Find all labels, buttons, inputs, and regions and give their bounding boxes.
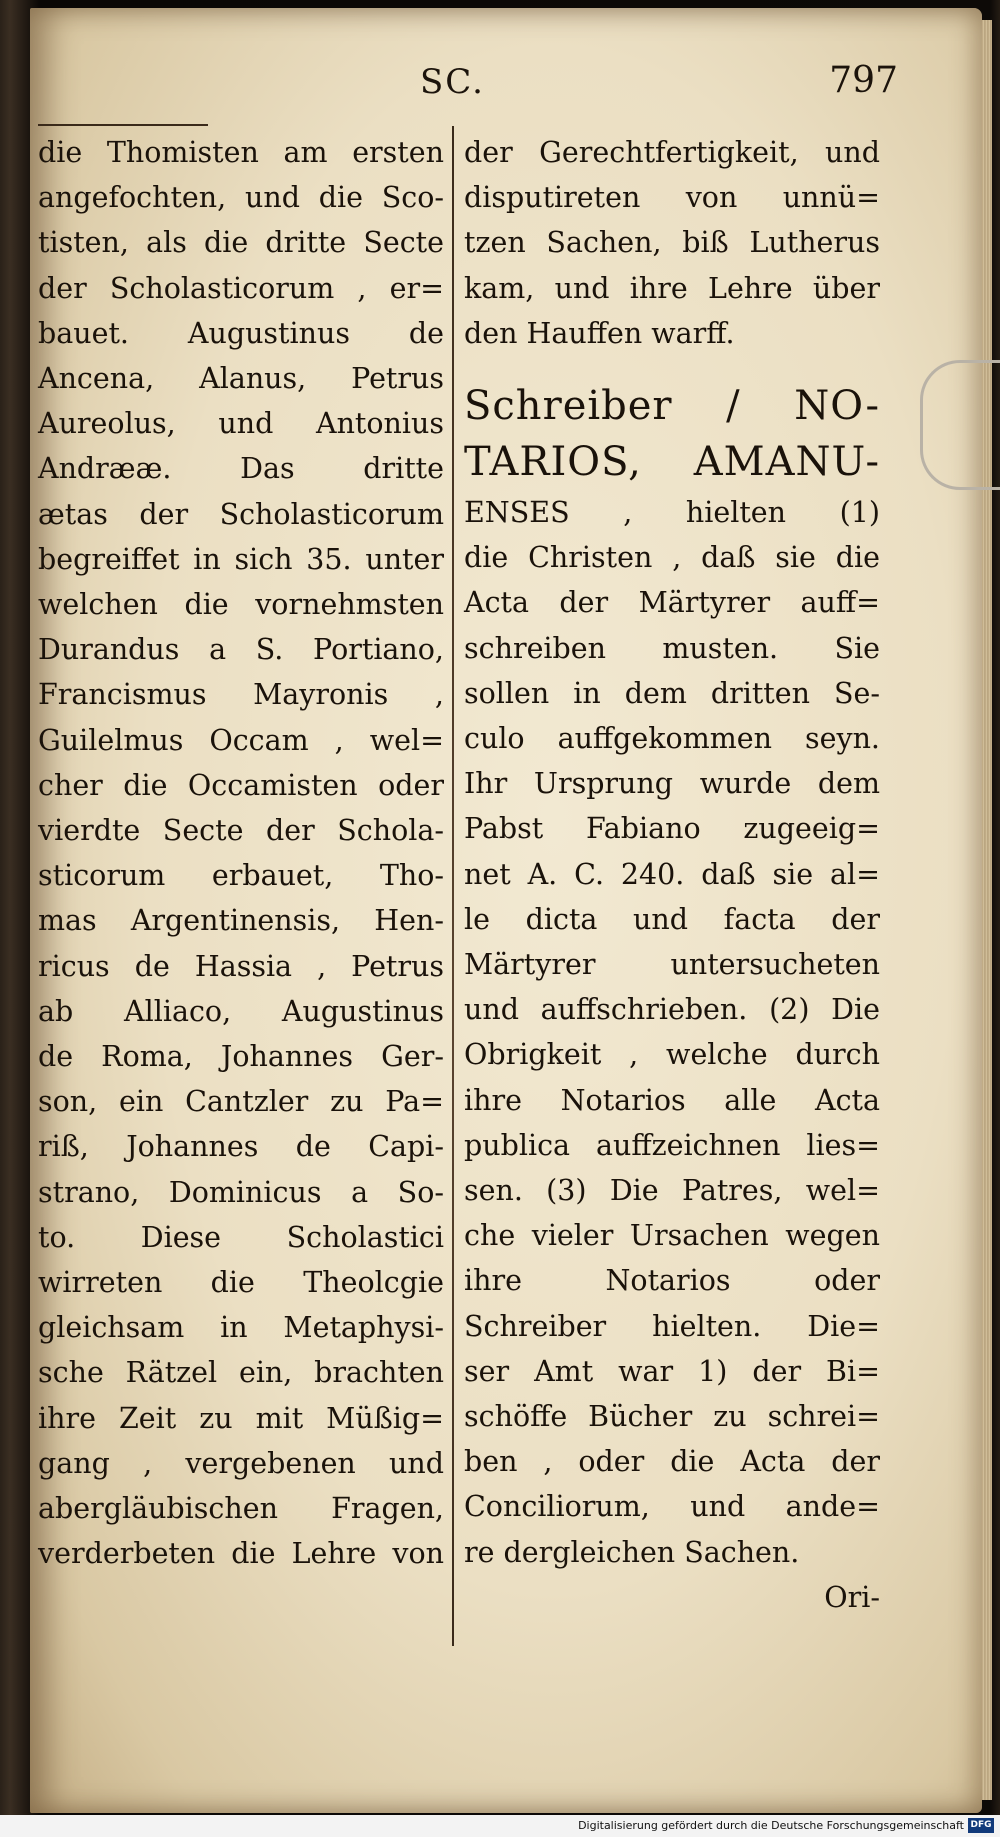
text-line: welchen die vornehmsten [38,588,444,622]
text-line: angefochten, und die Sco- [38,181,444,215]
text-line: kam, und ihre Lehre über [464,271,880,305]
entry-heading: TARIOS, AMANU- [464,439,880,486]
entry-heading: Schreiber / NO- [464,383,880,430]
header-rule [38,124,208,126]
text-line: Pabst Fabiano zugeeig= [464,812,880,846]
text-line: Guilelmus Occam , wel= [38,723,444,757]
running-head: SC. [420,62,485,102]
text-line: wirreten die Theolcgie [38,1266,444,1300]
dfg-logo: DFG [968,1818,994,1833]
column-divider [452,126,454,1646]
text-line: gleichsam in Metaphysi- [38,1311,444,1345]
text-line: net A. C. 240. daß sie al= [464,857,880,891]
text-line: und auffschrieben. (2) Die [464,993,880,1027]
text-line: riß, Johannes de Capi- [38,1130,444,1164]
text-line: vierdte Secte der Schola- [38,814,444,848]
text-line: verderbeten die Lehre von [38,1537,444,1571]
text-line: re dergleichen Sachen. [464,1535,800,1569]
text-line: ab Alliaco, Augustinus [38,994,444,1028]
text-line: de Roma, Johannes Ger- [38,1040,444,1074]
text-line: Conciliorum, und ande= [464,1490,880,1524]
text-line: culo auffgekommen seyn. [464,722,880,756]
text-line: publica auffzeichnen lies= [464,1128,880,1162]
text-line: den Hauffen warff. [464,316,735,350]
text-line: Aureolus, und Antonius [38,407,444,441]
text-line: strano, Dominicus a So- [38,1175,444,1209]
text-line: Francismus Mayronis , [38,678,444,712]
text-line: ætas der Scholasticorum [38,497,444,531]
text-line: sche Rätzel ein, brachten [38,1356,444,1390]
text-line: ben , oder die Acta der [464,1445,880,1479]
text-line: sen. (3) Die Patres, wel= [464,1174,880,1208]
text-line: der Scholasticorum , er= [38,271,444,305]
catchword: Ori- [824,1580,880,1614]
text-line: sticorum erbauet, Tho- [38,859,444,893]
page-number: 797 [829,60,898,101]
text-line: Durandus a S. Portiano, [38,633,444,667]
digitization-footer [0,1815,1000,1837]
text-line: Acta der Märtyrer auff= [464,586,880,620]
text-line: Märtyrer untersucheten [464,948,880,982]
text-line: schreiben musten. Sie [464,631,880,665]
text-line: tisten, als die dritte Secte [38,226,444,260]
text-line: bauet. Augustinus de [38,316,444,350]
text-line: disputireten von unnü= [464,181,880,215]
left-column [38,130,444,1577]
text-line: mas Argentinensis, Hen- [38,904,444,938]
text-line: schöffe Bücher zu schrei= [464,1400,880,1434]
page-edge [982,20,992,1800]
text-line: ricus de Hassia , Petrus [38,949,444,983]
text-line: Andrææ. Das dritte [38,452,444,486]
right-column [464,130,880,1620]
text-line: begreiffet in sich 35. unter [38,542,444,576]
text-line: Ihr Ursprung wurde dem [464,767,880,801]
text-line: cher die Occamisten oder [38,768,444,802]
text-line: gang , vergebenen und [38,1446,444,1480]
text-line: sollen in dem dritten Se- [464,676,880,710]
text-line: son, ein Cantzler zu Pa= [38,1085,444,1119]
text-line: ENSES , hielten (1) [464,496,880,530]
text-line: ser Amt war 1) der Bi= [464,1354,880,1388]
text-line: ihre Zeit zu mit Müßig= [38,1401,444,1435]
text-line: ihre Notarios oder [464,1264,880,1298]
text-line: to. Diese Scholastici [38,1220,444,1254]
text-line: le dicta und facta der [464,902,880,936]
text-line: tzen Sachen, biß Lutherus [464,226,880,260]
text-line: che vieler Ursachen wegen [464,1219,880,1253]
text-line: abergläubischen Fragen, [38,1492,444,1526]
text-line: der Gerechtfertigkeit, und [464,136,880,169]
book-clasp [920,360,1000,490]
footer-credit: Digitalisierung gefördert durch die Deutsche Forschungsgemeinschaft [578,1819,964,1832]
text-line: Obrigkeit , welche durch [464,1038,880,1072]
text-line: Schreiber hielten. Die= [464,1309,880,1343]
text-line: Ancena, Alanus, Petrus [38,362,444,396]
text-line: die Thomisten am ersten [38,136,444,169]
text-line: ihre Notarios alle Acta [464,1083,880,1117]
text-line: die Christen , daß sie die [464,541,880,575]
